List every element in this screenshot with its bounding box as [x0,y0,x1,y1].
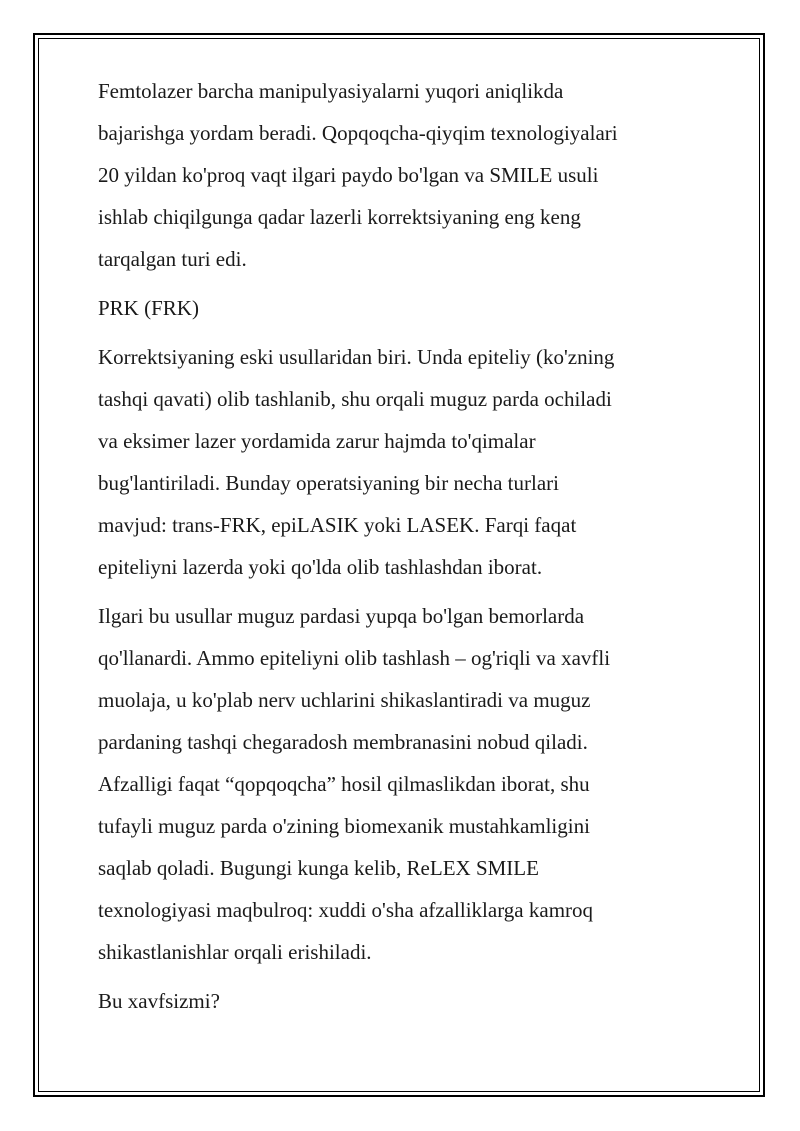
text-line: bajarishga yordam beradi. Qopqoqcha-qiyqim texnologiyalari [98,121,618,145]
text-line: tarqalgan turi edi. [98,247,247,271]
text-line: texnologiyasi maqbulroq: xuddi o'sha afzalliklarga kamroq [98,898,594,922]
paragraph-prk-history [98,595,708,973]
text-line: Femtolazer barcha manipulyasiyalarni yuqori aniqlikda [98,79,564,103]
text-line: Korrektsiyaning eski usullaridan biri. Unda epiteliy (ko'zning [98,345,615,369]
text-line: PRK (FRK) [98,296,199,320]
text-line: shikastlanishlar orqali erishiladi. [98,940,372,964]
text-line: tashqi qavati) olib tashlanib, shu orqali muguz parda ochiladi [98,387,612,411]
text-line: tufayli muguz parda o'zining biomexanik mustahkamligini [98,814,590,838]
text-line: bug'lantiriladi. Bunday operatsiyaning bir necha turlari [98,471,559,495]
text-line: saqlab qoladi. Bugungi kunga kelib, ReLEX SMILE [98,856,539,880]
paragraph-prk-description [98,336,708,588]
section-heading-safety [98,980,708,1022]
text-line: mavjud: trans-FRK, epiLASIK yoki LASEK. Farqi faqat [98,513,577,537]
text-line: pardaning tashqi chegaradosh membranasini nobud qiladi. [98,730,588,754]
section-heading-prk [98,287,708,329]
paragraph-femtolaser [98,70,708,280]
text-line: epiteliyni lazerda yoki qo'lda olib tashlashdan iborat. [98,555,543,579]
text-line: ishlab chiqilgunga qadar lazerli korrektsiyaning eng keng [98,205,581,229]
text-line: muolaja, u ko'plab nerv uchlarini shikaslantiradi va muguz [98,688,591,712]
text-line: Afzalligi faqat “qopqoqcha” hosil qilmaslikdan iborat, shu [98,772,590,796]
text-line: va eksimer lazer yordamida zarur hajmda to'qimalar [98,429,536,453]
text-line: qo'llanardi. Ammo epiteliyni olib tashlash – og'riqli va xavfli [98,646,611,670]
text-line: Bu xavfsizmi? [98,989,220,1013]
text-line: 20 yildan ko'proq vaqt ilgari paydo bo'lgan va SMILE usuli [98,163,599,187]
document-body [98,70,708,1029]
text-line: Ilgari bu usullar muguz pardasi yupqa bo'lgan bemorlarda [98,604,585,628]
